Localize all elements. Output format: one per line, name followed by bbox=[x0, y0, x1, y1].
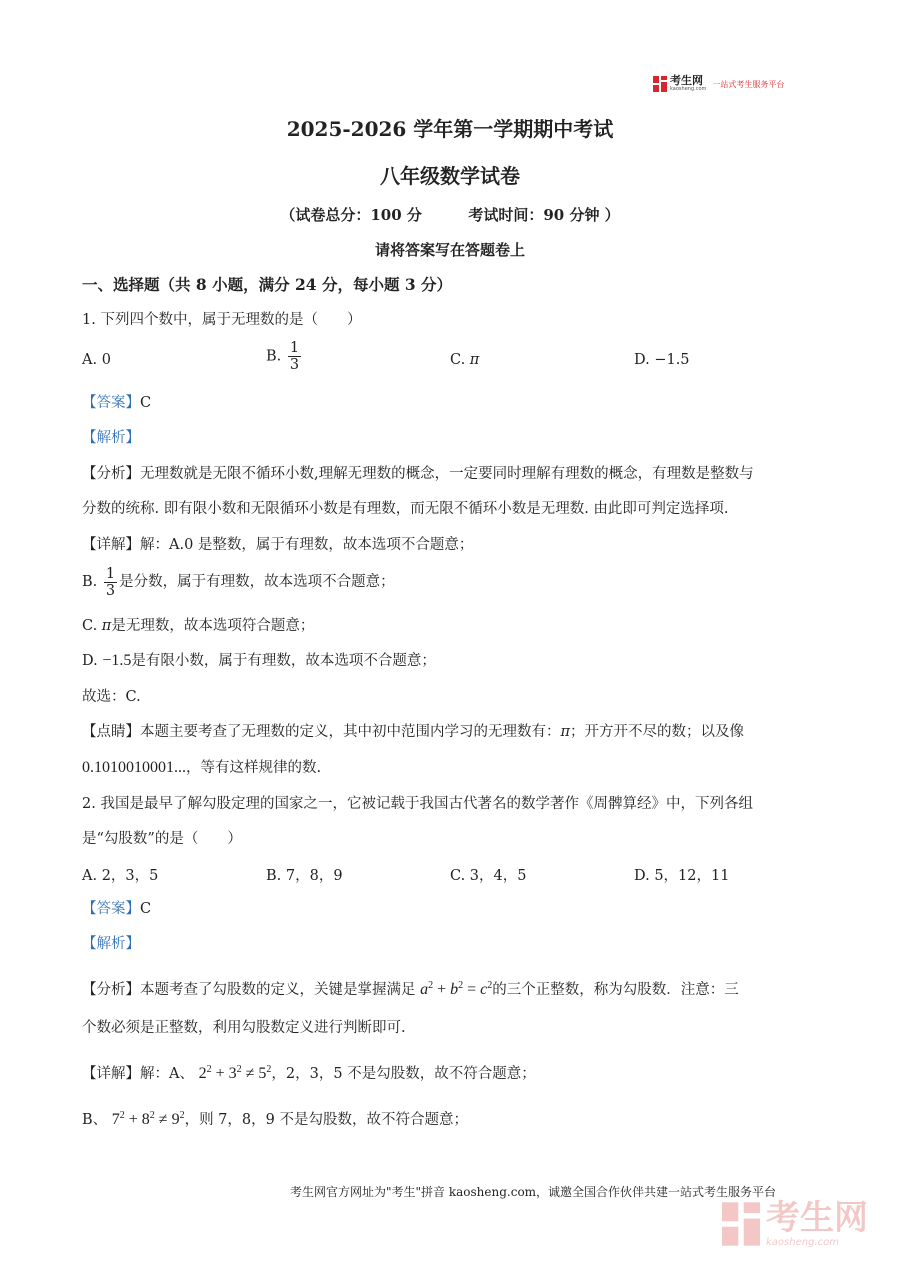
comment-text: 本题主要考查了无理数的定义，其中初中范围内学习的无理数有： bbox=[140, 724, 561, 740]
fraction bbox=[288, 340, 301, 373]
detail-label: 【详解】 bbox=[82, 537, 140, 553]
q1-fenxi-line2: 分数的统称. 即有限小数和无限循环小数是有理数，而无限不循环小数是无理数. 由此即可判定选择项. bbox=[82, 501, 729, 517]
q2-option-b: B. 7，8，9 bbox=[266, 868, 343, 884]
q1-option-d: D. −1.5 bbox=[634, 352, 690, 368]
q1-option-c-label: C. bbox=[450, 352, 466, 368]
exam-title: 2025-2026 学年第一学期期中考试 bbox=[286, 117, 614, 141]
q1-analysis-label: 【解析】 bbox=[82, 430, 140, 446]
pi-symbol: π bbox=[101, 618, 112, 634]
watermark-url: kaosheng.com bbox=[766, 1237, 839, 1248]
fraction bbox=[104, 566, 117, 599]
fenxi-label: 【分析】 bbox=[82, 466, 140, 482]
fraction-numerator: 1 bbox=[105, 565, 116, 582]
q2-fenxi-line2: 个数必须是正整数，利用勾股数定义进行判断即可. bbox=[82, 1020, 406, 1036]
q1-stem: 1. 下列四个数中，属于无理数的是（ ） bbox=[82, 312, 362, 328]
q1-option-a: A. 0 bbox=[82, 352, 111, 368]
comment-text: ，等有这样规律的数. bbox=[186, 760, 322, 776]
q2-answer bbox=[82, 899, 151, 919]
answer-value: C bbox=[140, 395, 152, 411]
detail-b-label: B. bbox=[82, 574, 98, 590]
q1-comment-line2 bbox=[82, 758, 321, 778]
q1-answer bbox=[82, 393, 151, 413]
answer-label: 【答案】 bbox=[82, 901, 140, 917]
exam-subject-title: 八年级数学试卷 bbox=[380, 164, 520, 188]
watermark-name: 考生网 bbox=[766, 1198, 868, 1238]
fenxi-text-end: 的三个正整数，称为勾股数．注意：三 bbox=[492, 982, 739, 998]
logo-url: kaosheng.com bbox=[670, 86, 707, 92]
q2-detail-b bbox=[82, 1106, 468, 1130]
fenxi-text: 无理数就是无限不循环小数,理解无理数的概念，一定要同时理解有理数的概念，有理数是整数与 bbox=[140, 466, 754, 482]
q1-choose: 故选：C. bbox=[82, 689, 141, 705]
detail-a-text: ，2，3，5 不是勾股数，故不符合题意； bbox=[271, 1066, 536, 1082]
detail-a-label: 解：A、 bbox=[140, 1066, 194, 1082]
watermark bbox=[722, 1199, 868, 1249]
q2-analysis-label: 【解析】 bbox=[82, 936, 140, 952]
detail-c-label: C. bbox=[82, 618, 98, 634]
pi-symbol: π bbox=[469, 352, 480, 368]
watermark-logo-icon bbox=[722, 1201, 760, 1247]
detail-label: 【详解】 bbox=[82, 1066, 140, 1082]
comment-label: 【点睛】 bbox=[82, 724, 140, 740]
q1-detail-c bbox=[82, 616, 314, 636]
detail-d-text: 是有限小数，属于有理数，故本选项不合题意； bbox=[131, 653, 436, 669]
fraction-denominator: 3 bbox=[289, 357, 300, 373]
comment-text-end: ；开方开不尽的数；以及像 bbox=[570, 724, 745, 740]
q1-fenxi-line1 bbox=[82, 464, 754, 484]
detail-text: 解：A.0 是整数，属于有理数，故本选项不合题意； bbox=[140, 537, 474, 553]
detail-d-value: −1.5 bbox=[102, 652, 132, 669]
q1-detail-b bbox=[82, 565, 395, 599]
logo-name: 考生网 bbox=[670, 74, 703, 87]
formula-a: $2^2 + 3^2 \ne 5^2$ bbox=[198, 1064, 272, 1082]
pi-symbol: π bbox=[560, 724, 571, 740]
kaosheng-logo-icon bbox=[653, 76, 667, 92]
detail-b-text: ，则 7，8，9 不是勾股数，故不符合题意； bbox=[184, 1112, 468, 1128]
q2-option-d: D. 5，12，11 bbox=[634, 868, 730, 884]
footer-text: 考生网官方网址为"考生"拼音 kaosheng.com，诚邀全国合作伙伴共建一站式考生服务平台 bbox=[290, 1185, 777, 1199]
q1-option-b bbox=[266, 340, 303, 373]
detail-b-label: B、 bbox=[82, 1112, 108, 1128]
q1-detail-a bbox=[82, 535, 473, 555]
detail-b-text: 是分数，属于有理数，故本选项不合题意； bbox=[119, 574, 395, 590]
answer-label: 【答案】 bbox=[82, 395, 140, 411]
exam-time: 考试时间：90 分钟 ） bbox=[468, 206, 620, 224]
fraction-numerator: 1 bbox=[289, 340, 300, 356]
comment-value: 0.1010010001... bbox=[82, 759, 186, 776]
q1-option-c bbox=[450, 352, 479, 368]
q2-option-a: A. 2，3，5 bbox=[82, 868, 159, 884]
q2-stem-line1: 2. 我国是最早了解勾股定理的国家之一，它被记载于我国古代著名的数学著作《周髀算经》中，下列各组 bbox=[82, 796, 753, 812]
q2-detail-a bbox=[82, 1060, 536, 1084]
pythagorean-formula: $a^2 + b^2 = c^2$ bbox=[420, 980, 493, 998]
exam-info bbox=[0, 204, 900, 225]
detail-c-text: 是无理数，故本选项符合题意； bbox=[111, 618, 315, 634]
q1-comment-line1 bbox=[82, 722, 744, 742]
fenxi-text: 本题考查了勾股数的定义，关键是掌握满足 bbox=[140, 982, 416, 998]
total-score: （试卷总分：100 分 bbox=[280, 206, 422, 224]
formula-b: $7^2 + 8^2 \ne 9^2$ bbox=[111, 1110, 185, 1128]
logo-slogan: 一站式考生服务平台 bbox=[712, 79, 785, 89]
q2-option-c: C. 3，4，5 bbox=[450, 868, 527, 884]
answer-value: C bbox=[140, 901, 152, 917]
exam-notice: 请将答案写在答题卷上 bbox=[374, 241, 525, 259]
section-heading: 一、选择题（共 8 小题，满分 24 分，每小题 3 分） bbox=[82, 275, 453, 294]
header-logo bbox=[653, 74, 784, 94]
q1-detail-d bbox=[82, 651, 436, 671]
q2-fenxi-line1 bbox=[82, 976, 739, 1000]
fenxi-label: 【分析】 bbox=[82, 982, 140, 998]
q2-stem-line2: 是“勾股数”的是（ ） bbox=[82, 831, 242, 847]
detail-d-label: D. bbox=[82, 653, 98, 669]
fraction-denominator: 3 bbox=[105, 582, 116, 599]
q1-option-b-label: B. bbox=[266, 348, 282, 365]
